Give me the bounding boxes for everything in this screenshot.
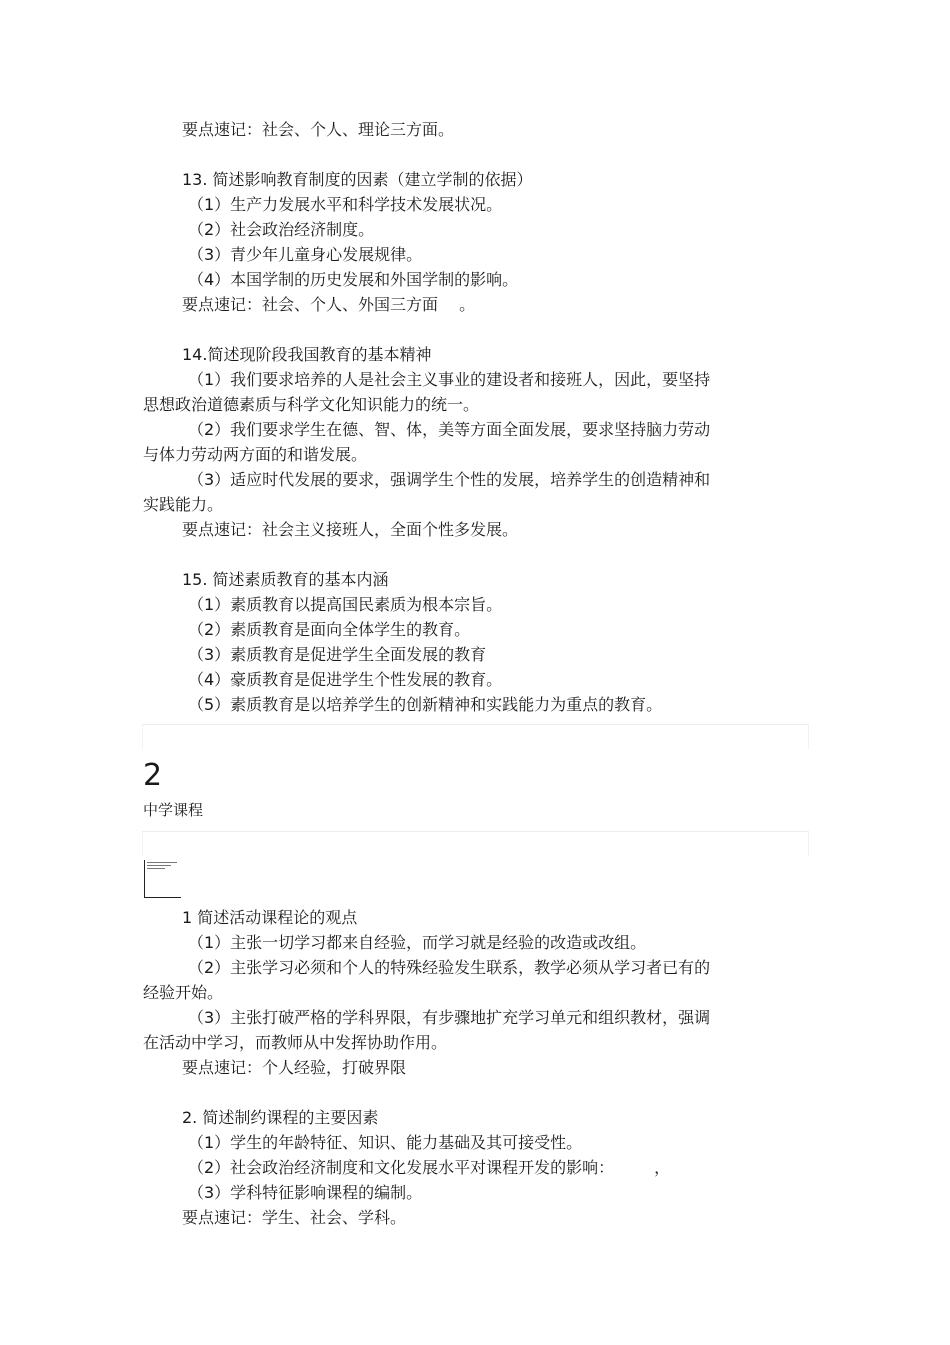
sec14-summary: 要点速记：社会主义接班人，全面个性多发展。: [182, 520, 519, 539]
section-divider-bottom: [142, 831, 809, 856]
ch2-q2-item-2: （2）社会政治经济制度和文化发展水平对课程开发的影响： ，: [188, 1158, 671, 1177]
ch2-q1-item-3-line1: （3）主张打破严格的学科界限，有步骤地扩充学习单元和组织教材，强调: [188, 1008, 711, 1027]
ch2-q1-item-3-line2: 在活动中学习，而教师从中发挥协助作用。: [143, 1033, 448, 1052]
sec15-item-3: （3）素质教育是促进学生全面发展的教育: [188, 645, 487, 664]
sec14-title: 14.简述现阶段我国教育的基本精神: [182, 345, 432, 364]
ch2-q2-title: 2. 简述制约课程的主要因素: [182, 1108, 379, 1127]
sec14-item-1-line1: （1）我们要求培养的人是社会主义事业的建设者和接班人，因此，要坚持: [188, 370, 711, 389]
sec15-item-1: （1）素质教育以提高国民素质为根本宗旨。: [188, 595, 503, 614]
ch2-q1-item-2-line1: （2）主张学习必须和个人的特殊经验发生联系，教学必须从学习者已有的: [188, 958, 711, 977]
sec13-item-2: （2）社会政治经济制度。: [188, 220, 375, 239]
sec12-summary: 要点速记：社会、个人、理论三方面。: [182, 120, 455, 139]
ch2-q1-title: 1 简述活动课程论的观点: [182, 908, 358, 927]
sec15-title: 15. 简述素质教育的基本内涵: [182, 570, 389, 589]
ch2-q1-summary: 要点速记：个人经验，打破界限: [182, 1058, 407, 1077]
sec15-item-4: （4）豪质教育是促进学生个性发展的教育。: [188, 670, 503, 689]
sec15-item-5: （5）素质教育是以培养学生的创新精神和实践能力为重点的教育。: [188, 695, 663, 714]
thumbnail-image: [144, 860, 181, 898]
sec14-item-3-line2: 实践能力。: [143, 495, 224, 514]
ch2-q2-summary: 要点速记：学生、社会、学科。: [182, 1208, 407, 1227]
sec14-item-2-line2: 与体力劳动两方面的和谐发展。: [143, 445, 368, 464]
sec13-item-4: （4）本国学制的历史发展和外国学制的影响。: [188, 270, 519, 289]
chapter-title: 中学课程: [143, 801, 204, 819]
chapter-number: 2: [143, 758, 163, 793]
sec13-title: 13. 简述影响教育制度的因素（建立学制的依据）: [182, 170, 533, 189]
ch2-q2-item-1: （1）学生的年龄特征、知识、能力基础及其可接受性。: [188, 1133, 583, 1152]
section-divider-top: [142, 724, 809, 749]
sec14-item-2-line1: （2）我们要求学生在德、智、体，美等方面全面发展，要求坚持脑力劳动: [188, 420, 711, 439]
sec15-item-2: （2）素质教育是面向全体学生的教育。: [188, 620, 471, 639]
sec13-item-3: （3）青少年儿童身心发展规律。: [188, 245, 423, 264]
ch2-q1-item-1: （1）主张一切学习都来自经验，而学习就是经验的改造或改组。: [188, 933, 647, 952]
ch2-q2-item-3: （3）学科特征影响课程的编制。: [188, 1183, 423, 1202]
sec13-item-1: （1）生产力发展水平和科学技术发展状况。: [188, 195, 503, 214]
sec13-summary: 要点速记：社会、个人、外国三方面 。: [182, 295, 476, 314]
ch2-q1-item-2-line2: 经验开始。: [143, 983, 224, 1002]
sec14-item-1-line2: 思想政治道德素质与科学文化知识能力的统一。: [143, 395, 480, 414]
sec14-item-3-line1: （3）适应时代发展的要求，强调学生个性的发展，培养学生的创造精神和: [188, 470, 711, 489]
